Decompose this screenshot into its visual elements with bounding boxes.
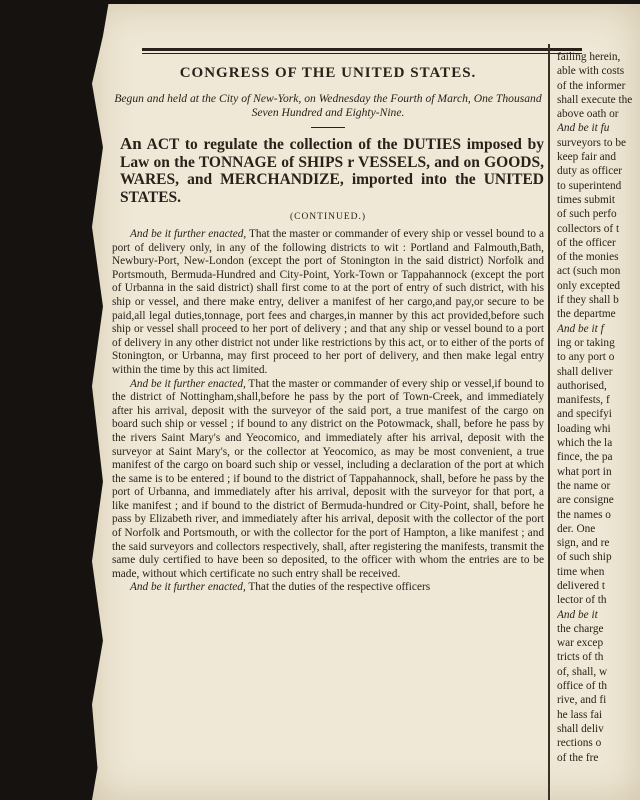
side-column-line: of such ship [557,551,612,564]
side-column-line: keep fair and [557,151,616,164]
side-column-line: And be it [557,608,598,621]
side-column-line: failing herein, [557,51,621,63]
side-column-line: able with costs [557,65,625,78]
side-column-line: which the la [557,437,613,450]
side-column-line: shall deliv [557,722,604,735]
side-column-line: rive, and fi [557,694,607,707]
side-column-line: ing or taking [557,336,615,349]
side-column-line: time when [557,565,605,578]
side-column-line: manifests, f [557,394,610,407]
side-column-line: der. One [557,522,596,535]
side-column-line: tricts of th [557,651,604,664]
side-column-line: and specifyi [557,408,612,421]
side-column-line: of such perfo [557,208,617,221]
side-column-line: duty as officer [557,165,623,178]
side-column-line: the name or [557,479,611,492]
side-column-line: of the fre [557,751,599,764]
side-column-line: surveyors to be [557,136,627,149]
act-title-text: ACT to regulate the collection of the DUTIES imposed by Law on the TONNAGE of SHIPS r VESSELS, and on GOODS, WARES, and MERCHANDIZE, imported into the UNITED STATES. [120,136,544,206]
paragraph-lead: And be it further enacted, [130,228,247,240]
side-column-line: if they shall b [557,294,619,307]
side-column-line: of, shall, w [557,665,608,678]
top-rule-thin [142,53,582,54]
side-column-line: of the monies [557,251,619,264]
paragraph-text: That the duties of the respective officers [245,581,431,594]
side-column-line: shall deliver [557,365,613,378]
side-column-line: sign, and re [557,537,610,550]
page-heading: CONGRESS OF THE UNITED STATES. [179,65,477,81]
side-column-line: collectors of t [557,222,620,235]
paragraph [112,378,544,582]
paragraph-text: That the master or commander of every ship or vessel,if bound to the district of Nottingham,shall,before he pass by the port of Town-Creek, and immediately after his arrival, deposit with the surveyor of the said port, a true manifest of the cargo on board such ship or vessel ; if bound to any district on the Potowmack, shall, before he pass by the rivers Saint Mary's and Yeocomico, and immediately after his arrival, deposit with the surveyor at Saint Mary's, or the collector at Yeocomico, as may be most convenient, a true manifest of the cargo on board such ship or vessel, including a declaration of the port at which the same is to be entered ; if bound to the district of Tappahannock, shall, before he pass by the port of Urbanna, and immediately after his arrival, deposit with the surveyor for that port, a like manifest ; and if bound to the district of Bermuda-hundred or City-Point, shall, before he pass by Elizabeth river, and immediately after his arrival, deposit with the collector of the port of Norfolk and Portsmouth, or with the collector for the port of Hampton, a like manifest ; and the said surveyors and collectors respectively, shall, after registering the manifests, transmit the same duly certified to have been so deposited, to the officer with whom the entries are to be made, without which certificate no such entry shall be received. [112,377,545,580]
side-column-line: to superintend [557,179,622,192]
side-column-line: above oath or [557,108,619,121]
side-column-line: times submit [557,193,616,206]
side-column-line: to any port o [557,351,615,364]
side-column-line: And be it f [557,322,604,335]
top-rule [142,48,582,51]
column-divider [548,44,550,800]
side-column-line: lector of th [557,594,607,607]
act-title-an: An [120,134,142,153]
side-column-line: fince, the pa [557,451,613,464]
side-column-line: of the officer [557,236,616,249]
side-column-line: war excep [557,637,604,650]
short-rule [311,127,345,128]
side-column-line: delivered t [557,579,605,592]
continued-label: (CONTINUED.) [289,212,367,222]
side-column-line: he lass fai [557,708,603,721]
side-column-line: the departme [557,308,616,321]
act-title [120,135,544,206]
paragraph-lead: And be it further enacted, [130,377,246,390]
paragraph-lead: And be it further enacted, [130,581,246,594]
side-column-line: the charge [557,622,604,635]
side-column-line: loading whi [557,422,611,435]
paragraph [112,228,544,378]
paragraph-text: That the master or commander of every ship or vessel bound to a port of delivery only, in any of the following districts to wit : Portland and Falmouth,Bath, Newbury-Port, New-London (except the port of Stonington in the said district) Norfolk and Portsmouth, Bermuda-Hundred and City-Point, York-Town or Tappahannock (except the port of Urbanna in the said district) shall first come to at the port of entry of such district, with his ship or vessel, and there make entry, deliver a manifest of her cargo,and pay,or secure to be paid,all legal duties,tonnage, port fees and charges,in manner by this act provided,before such ship or vessel shall proceed to her port of delivery ; and that any ship or vessel bound to a port of delivery in any other district not under like restrictions by this act, or to either of the ports of Stonington, or Urbanna, may first proceed to her port of delivery, and then make legal entry within the time by this act limited. [112,228,544,376]
side-column-line: of the informer [557,79,626,92]
adjacent-column [557,50,640,765]
side-column-line: what port in [557,465,612,478]
side-column-line: are consigne [557,494,614,507]
session-date-line: Begun and held at the City of New-York, on Wednesday the Fourth of March, One Thousand Seven Hundred and Eighty-Nine. [114,92,542,119]
main-column [112,60,544,595]
paragraph [112,581,544,595]
side-column-line: authorised, [557,379,607,392]
side-column-line: only excepted [557,279,621,292]
side-column-line: shall execute the [557,93,633,106]
side-column-line: the names o [557,508,611,521]
side-column-line: rections o [557,737,602,750]
side-column-line: office of th [557,680,607,693]
side-column-line: act (such mon [557,265,621,278]
side-column-line: And be it fu [557,122,610,135]
